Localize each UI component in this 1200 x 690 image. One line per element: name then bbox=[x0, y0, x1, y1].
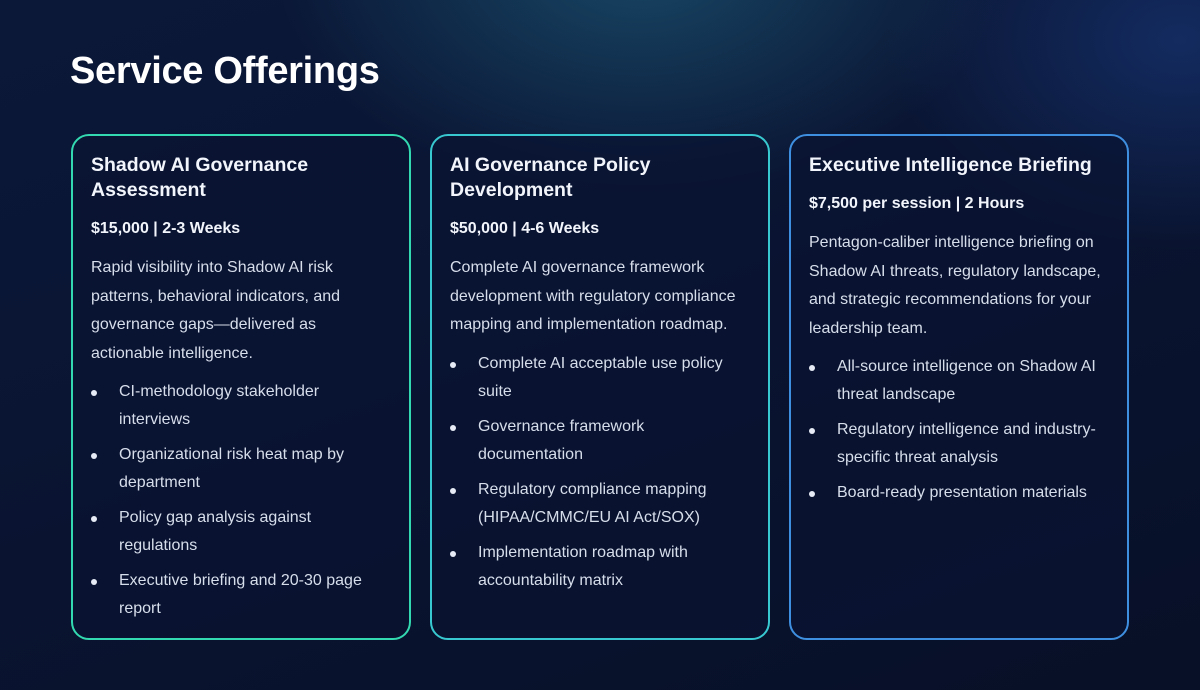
card-title: Shadow AI Governance Assessment bbox=[91, 154, 309, 201]
list-item-text: Board-ready presentation materials bbox=[837, 484, 1087, 501]
list-item bbox=[809, 353, 1109, 409]
list-item-text: Complete AI acceptable use policy suite bbox=[478, 354, 723, 400]
card-description: Complete AI governance framework development with regulatory compliance mapping and implementation roadmap. bbox=[450, 259, 736, 333]
card-description: Pentagon-caliber intelligence briefing on Shadow AI threats, regulatory landscape, and strategic recommendations for your leadership team. bbox=[809, 234, 1101, 337]
bullet-icon bbox=[91, 579, 97, 585]
bullet-icon bbox=[450, 488, 456, 494]
list-item-text: Implementation roadmap with accountability matrix bbox=[478, 543, 688, 589]
bullet-icon bbox=[809, 428, 815, 434]
bullet-icon bbox=[91, 390, 97, 396]
list-item bbox=[91, 441, 391, 497]
bullet-icon bbox=[91, 516, 97, 522]
bullet-icon bbox=[809, 365, 815, 371]
list-item-text: Policy gap analysis against regulations bbox=[119, 509, 312, 554]
list-item-text: Governance framework documentation bbox=[478, 417, 645, 463]
list-item bbox=[809, 416, 1109, 472]
list-item bbox=[450, 413, 750, 469]
page-title: Service Offerings bbox=[70, 50, 380, 92]
bullet-icon bbox=[91, 453, 97, 459]
list-item bbox=[450, 539, 750, 595]
list-item bbox=[91, 567, 391, 623]
list-item-text: CI-methodology stakeholder interviews bbox=[119, 383, 320, 428]
card-bullet-list bbox=[809, 353, 1109, 507]
card-description: Rapid visibility into Shadow AI risk patterns, behavioral indicators, and governance gaps—delivered as actionable intelligence. bbox=[91, 259, 341, 362]
service-card-executive-briefing bbox=[789, 134, 1129, 640]
list-item-text: All-source intelligence on Shadow AI threat landscape bbox=[837, 358, 1096, 403]
list-item-text: Regulatory compliance mapping (HIPAA/CMMC/EU AI Act/SOX) bbox=[478, 480, 707, 526]
list-item bbox=[91, 378, 391, 434]
list-item-text: Organizational risk heat map by department bbox=[119, 446, 344, 491]
service-card-policy-development bbox=[430, 134, 770, 640]
bullet-icon bbox=[450, 425, 456, 431]
service-cards bbox=[71, 134, 1129, 640]
card-price: $15,000 | 2-3 Weeks bbox=[91, 220, 241, 237]
card-bullet-list bbox=[91, 378, 391, 623]
list-item-text: Regulatory intelligence and industry-specific threat analysis bbox=[837, 421, 1096, 466]
card-price: $7,500 per session | 2 Hours bbox=[809, 195, 1025, 212]
card-title: AI Governance Policy Development bbox=[450, 154, 651, 201]
card-title: Executive Intelligence Briefing bbox=[809, 154, 1092, 176]
list-item-text: Executive briefing and 20-30 page report bbox=[119, 572, 362, 617]
service-card-assessment bbox=[71, 134, 411, 640]
list-item bbox=[91, 504, 391, 560]
bullet-icon bbox=[809, 491, 815, 497]
card-price: $50,000 | 4-6 Weeks bbox=[450, 220, 600, 237]
bullet-icon bbox=[450, 551, 456, 557]
list-item bbox=[450, 350, 750, 406]
bullet-icon bbox=[450, 362, 456, 368]
list-item bbox=[450, 476, 750, 532]
card-bullet-list bbox=[450, 350, 750, 595]
list-item bbox=[809, 479, 1109, 507]
